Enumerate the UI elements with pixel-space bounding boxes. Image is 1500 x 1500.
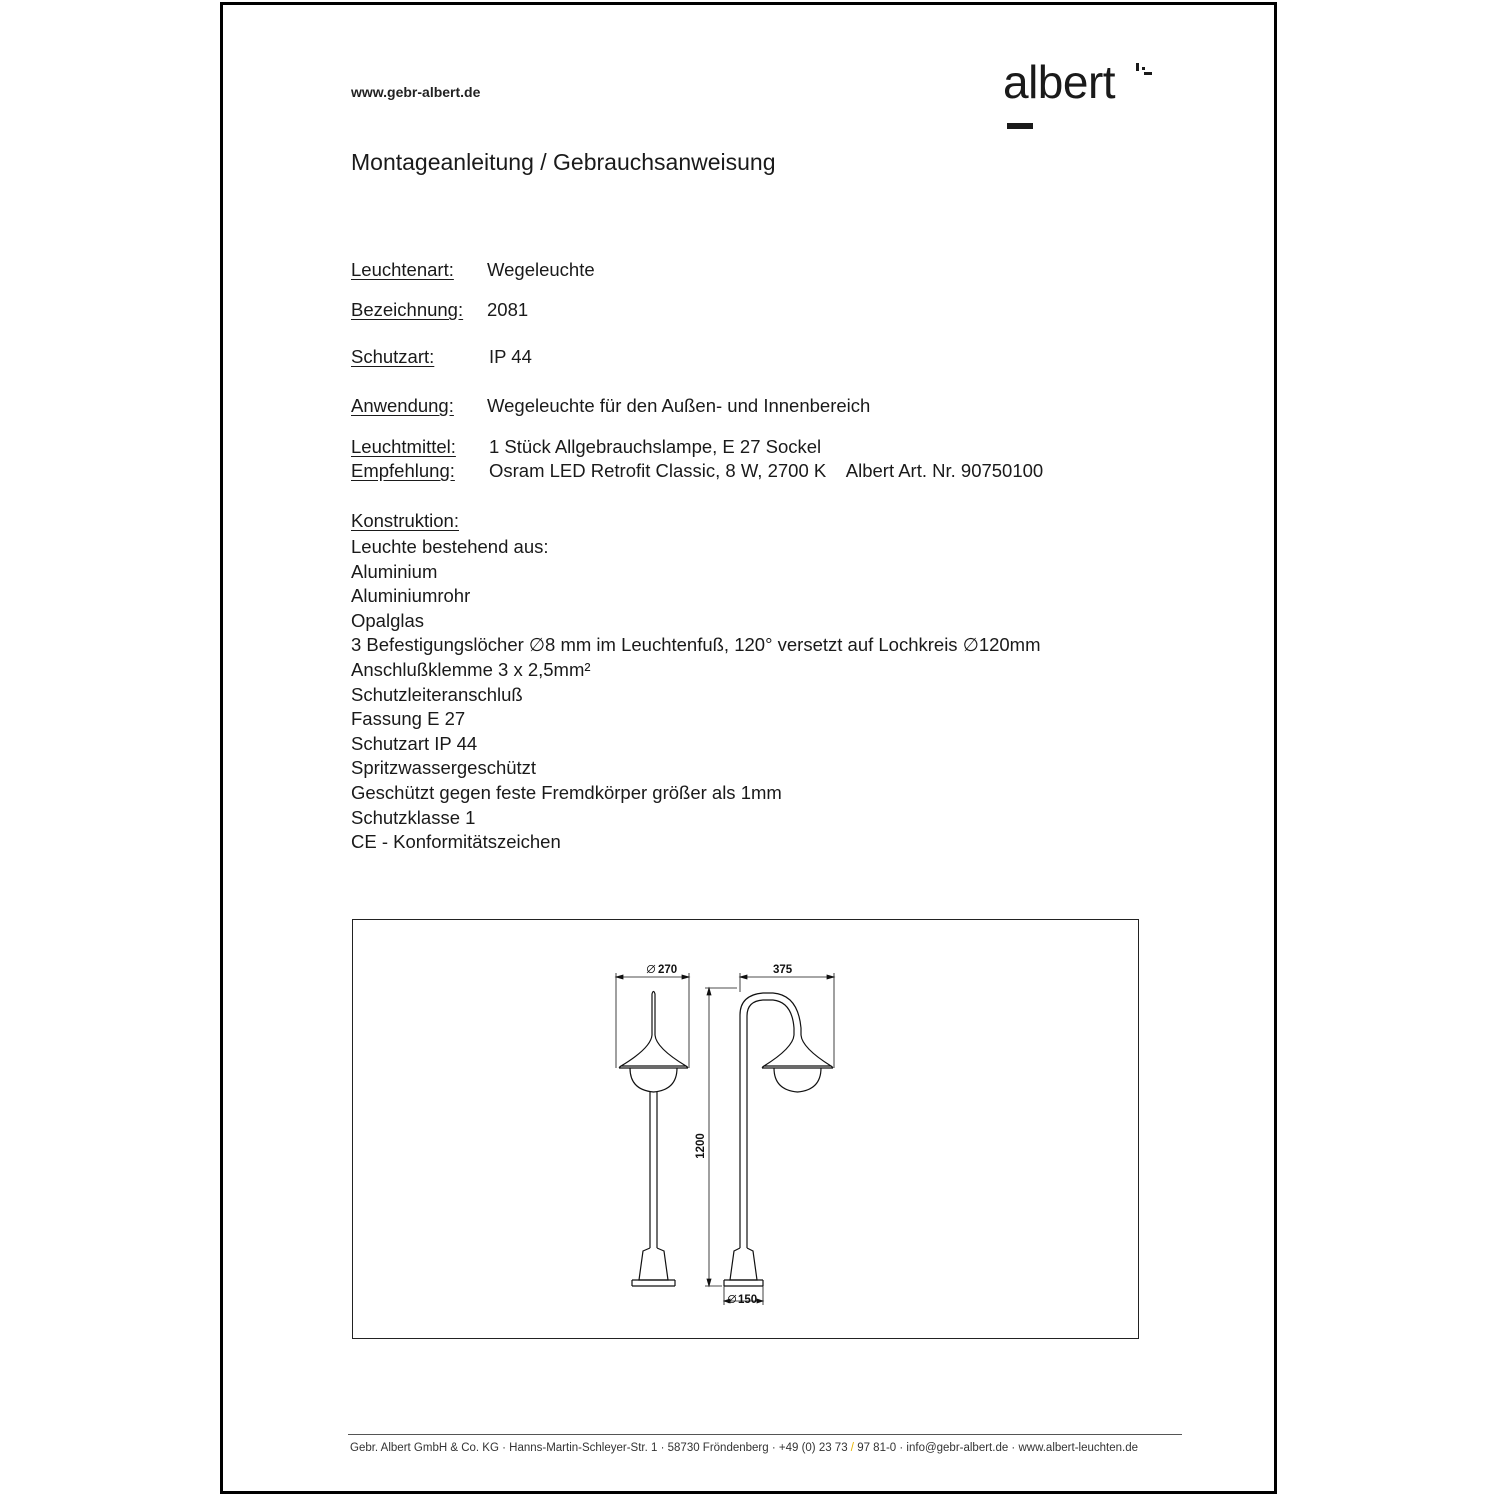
dim-label-base-diameter: 150 [738,1294,758,1306]
list-item: 3 Befestigungslöcher ∅8 mm im Leuchtenfuß, 120° versetzt auf Lochkreis ∅120mm [351,634,1041,656]
logo-rays-icon [1133,61,1157,83]
list-item: Opalglas [351,609,425,631]
lamp-technical-drawing [353,920,1137,1337]
footer-contact [350,1442,1138,1454]
field-value-anwendung: Wegeleuchte für den Außen- und Innenbereich [487,395,871,416]
field-label-bezeichnung: Bezeichnung: [351,299,464,320]
list-item: Spritzwassergeschützt [351,757,537,779]
footer-slash: / [850,1442,854,1454]
list-item: Schutzleiteranschluß [351,683,523,705]
front-view-lamp [619,992,688,1287]
field-label-schutzart: Schutzart: [351,346,435,367]
side-view-lamp [724,993,833,1286]
document-title: Montageanleitung / Gebrauchsanweisung [351,149,776,175]
document-page [220,2,1277,1494]
field-label-leuchtenart: Leuchtenart: [351,259,454,280]
field-label-anwendung: Anwendung: [351,395,454,416]
footer-text-b: 97 81-0 · info@gebr-albert.de · www.albert-leuchten.de [854,1442,1138,1454]
dimension-lines [616,973,834,1305]
technical-drawing-frame [352,919,1139,1339]
dim-label-shade-diameter: 270 [658,964,678,976]
field-value-empfehlung: Osram LED Retrofit Classic, 8 W, 2700 K Albert Art. Nr. 90750100 [489,460,1044,481]
list-item: Aluminiumrohr [351,585,471,607]
list-item: Fassung E 27 [351,708,466,730]
list-item: Aluminium [351,560,438,582]
dim-label-height: 1200 [695,1133,707,1159]
konstruktion-list [351,535,1041,855]
list-item: CE - Konformitätszeichen [351,831,561,853]
field-label-empfehlung: Empfehlung: [351,460,455,481]
list-item: Schutzklasse 1 [351,806,476,828]
konstruktion-heading: Konstruktion: [351,510,459,531]
list-item: Schutzart IP 44 [351,732,478,754]
dim-label-reach: 375 [773,964,793,976]
logo-underline-bar [1007,123,1033,129]
field-value-leuchtenart: Wegeleuchte [487,259,595,280]
albert-logo: albert [1003,56,1116,108]
footer-divider [348,1434,1182,1435]
website-url[interactable]: www.gebr-albert.de [351,84,481,100]
list-item: Leuchte bestehend aus: [351,536,549,557]
list-item: Geschützt gegen feste Fremdkörper größer als 1mm [351,781,782,803]
field-value-leuchtmittel: 1 Stück Allgebrauchslampe, E 27 Sockel [489,436,822,457]
field-value-schutzart: IP 44 [489,346,532,367]
field-value-bezeichnung: 2081 [487,299,529,320]
field-label-leuchtmittel: Leuchtmittel: [351,436,456,457]
footer-text-a: Gebr. Albert GmbH & Co. KG · Hanns-Martin-Schleyer-Str. 1 · 58730 Fröndenberg · +49 (0) 23 73 [350,1442,851,1454]
list-item: Anschlußklemme 3 x 2,5mm² [351,658,591,680]
